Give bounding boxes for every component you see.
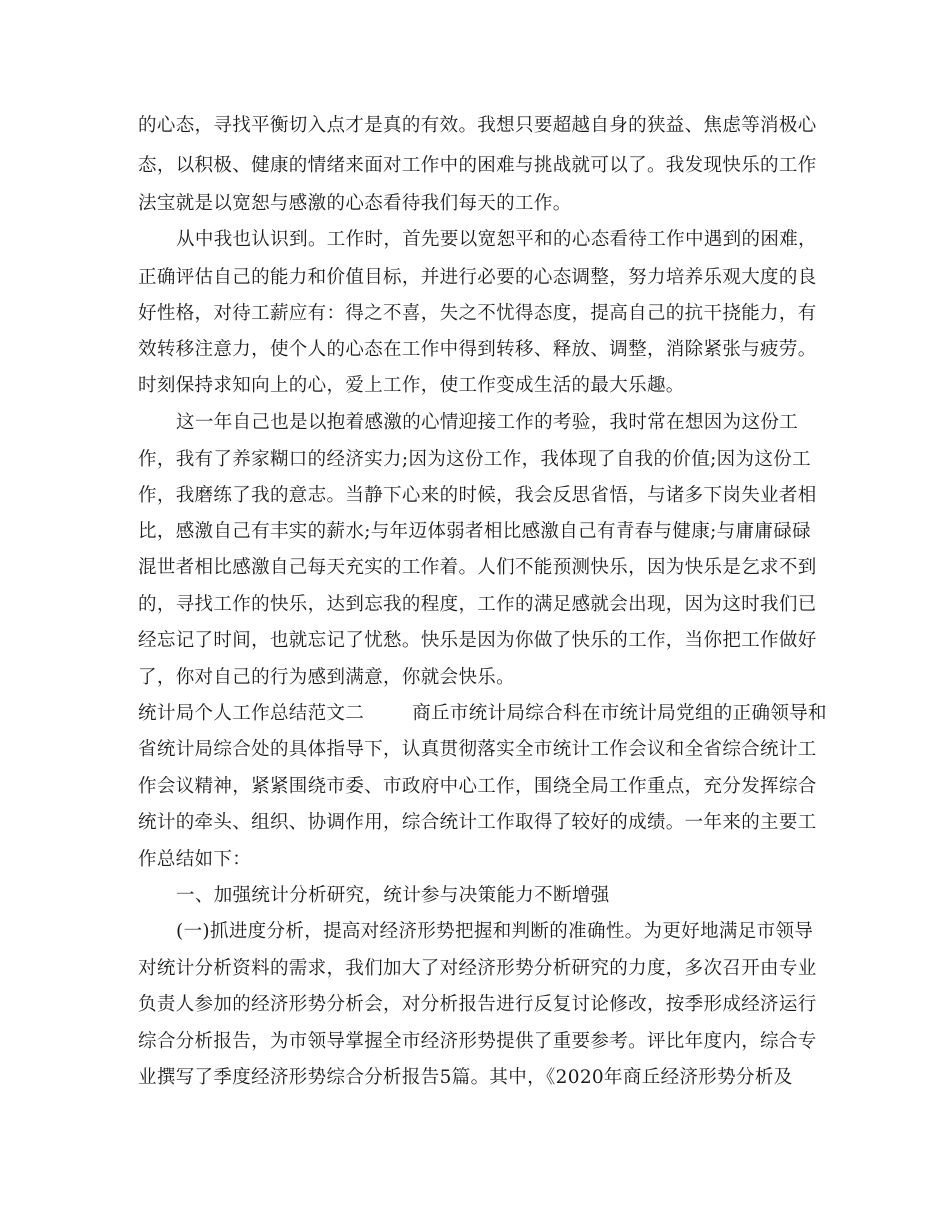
paragraph-line: 统计的牵头、组织、协调作用，综合统计工作取得了较好的成绩。一年来的主要工 — [138, 812, 817, 833]
paragraph-line: 比，感激自己有丰实的薪水;与年迈体弱者相比感激自己有青春与健康;与庸庸碌碌 — [138, 521, 811, 542]
paragraph-line: 的心态，寻找平衡切入点才是真的有效。我想只要超越自身的狭益、焦虑等消极心 — [138, 115, 817, 136]
paragraph-line: 经忘记了时间，也就忘记了忧愁。快乐是因为你做了快乐的工作，当你把工作做好 — [138, 630, 817, 651]
subheading: 一、加强统计分析研究，统计参与决策能力不断增强 — [176, 885, 610, 906]
section-heading-line — [138, 702, 827, 726]
section-first-line: 商丘市统计局综合科在市统计局党组的正确领导和 — [412, 703, 827, 724]
paragraph-line: 作，我有了养家糊口的经济实力;因为这份工作，我体现了自我的价值;因为这份工 — [138, 449, 811, 470]
paragraph-line: 作，我磨练了我的意志。当静下心来的时候，我会反思省悟，与诸多下岗失业者相 — [138, 485, 817, 506]
paragraph-line: (一)抓进度分析，提高对经济形势把握和判断的准确性。为更好地满足市领导 — [176, 921, 814, 942]
paragraph-line: 这一年自己也是以抱着感激的心情迎接工作的考验，我时常在想因为这份工 — [176, 412, 799, 433]
paragraph-line: 从中我也认识到。工作时，首先要以宽恕平和的心态看待工作中遇到的困难， — [176, 229, 817, 250]
paragraph-line: 混世者相比感激自己每天充实的工作着。人们不能预测快乐，因为快乐是乞求不到 — [138, 557, 817, 578]
paragraph-line: 对统计分析资料的需求，我们加大了对经济形势分析研究的力度，多次召开由专业 — [138, 958, 817, 979]
section-title: 统计局个人工作总结范文二 — [138, 703, 365, 724]
paragraph-line: 好性格，对待工薪应有：得之不喜，失之不忧得态度，提高自己的抗干挠能力，有 — [138, 303, 817, 324]
paragraph-line: 作会议精神，紧紧围绕市委、市政府中心工作，围绕全局工作重点，充分发挥综合 — [138, 776, 817, 797]
paragraph-line: 负责人参加的经济形势分析会，对分析报告进行反复讨论修改，按季形成经济运行 — [138, 994, 817, 1015]
paragraph-line: 综合分析报告，为市领导掌握全市经济形势提供了重要参考。评比年度内，综合专 — [138, 1031, 817, 1052]
paragraph-line: 作总结如下： — [138, 849, 252, 870]
paragraph-line: 省统计局综合处的具体指导下，认真贯彻落实全市统计工作会议和全省综合统计工 — [138, 739, 817, 760]
paragraph-line: 态，以积极、健康的情绪来面对工作中的困难与挑战就可以了。我发现快乐的工作 — [138, 155, 817, 176]
paragraph-line: 时刻保持求知向上的心，爱上工作，使工作变成生活的最大乐趣。 — [138, 375, 685, 396]
paragraph-line: 效转移注意力，使个人的心态在工作中得到转移、释放、调整，消除紧张与疲劳。 — [138, 339, 817, 360]
paragraph-line: 的，寻找工作的快乐，达到忘我的程度，工作的满足感就会出现，因为这时我们已 — [138, 594, 817, 615]
paragraph-line: 了，你对自己的行为感到满意，你就会快乐。 — [138, 667, 516, 688]
paragraph-line: 法宝就是以宽恕与感激的心态看待我们每天的工作。 — [138, 193, 572, 214]
paragraph-line: 正确评估自己的能力和价值目标，并进行必要的心态调整，努力培养乐观大度的良 — [138, 267, 817, 288]
paragraph-line: 业撰写了季度经济形势综合分析报告5篇。其中，《2020年商丘经济形势分析及 — [138, 1067, 793, 1088]
